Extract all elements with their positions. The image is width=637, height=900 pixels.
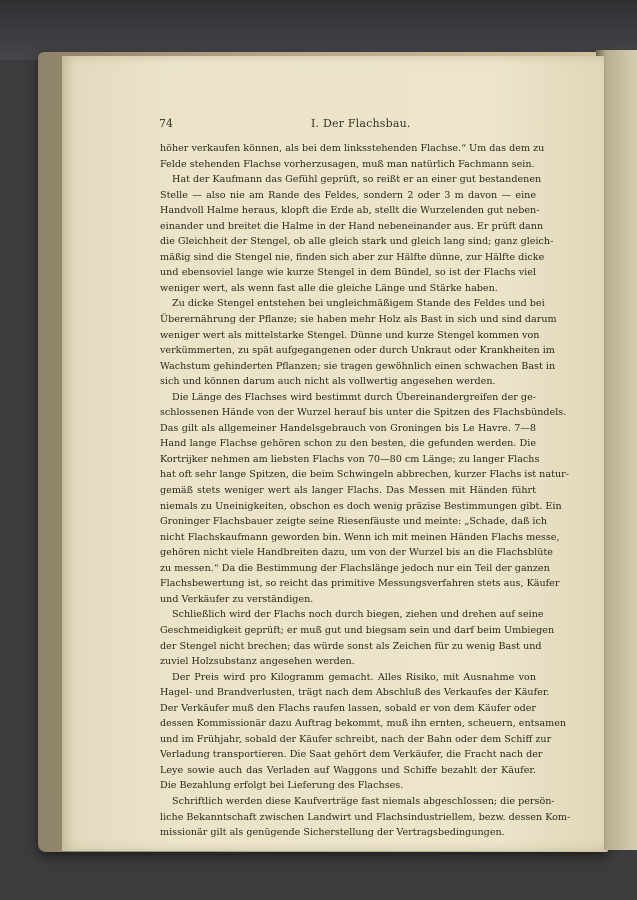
text-line: Schriftlich werden diese Kaufverträge fast niemals abgeschlossen; die persön- <box>172 795 555 807</box>
text-line: Geschmeidigkeit geprüft; er muß gut und biegsam sein und darf beim Umbiegen <box>160 624 555 636</box>
text-line: gehören nicht viele Handbreiten dazu, um von der Wurzel bis an die Flachsblüte <box>160 547 553 559</box>
page-edge-line <box>55 112 56 794</box>
text-line: weniger wert als mittelstarke Stengel. Dünne und kurze Stengel kommen von <box>160 329 540 341</box>
text-line: missionär gilt als genügende Sicherstellung der Vertragsbedingungen. <box>160 827 505 839</box>
text-line: der Stengel nicht brechen; das würde sonst als Zeichen für zu wenig Bast und <box>160 640 542 652</box>
text-line: verkümmerten, zu spät aufgegangenen oder durch Unkraut oder Krankheiten im <box>160 345 555 357</box>
text-line: höher verkaufen können, als bei dem linksstehenden Flachse.“ Um das dem zu <box>160 143 545 154</box>
running-head: I. Der Flachsbau. <box>311 117 411 130</box>
text-line: Der Preis wird pro Kilogramm gemacht. Alles Risiko, mit Ausnahme von <box>172 671 536 683</box>
text-line: Handvoll Halme heraus, klopft die Erde ab, stellt die Wurzelenden gut neben- <box>160 205 540 217</box>
text-line: Wachstum gehinderten Pflanzen; sie tragen gewöhnlich einen schwachen Bast in <box>160 360 556 372</box>
text-line: einander und breitet die Halme in der Hand nebeneinander aus. Er prüft dann <box>160 220 544 232</box>
text-line: Der Verkäufer muß den Flachs raufen lassen, sobald er von dem Käufer oder <box>160 702 536 714</box>
text-line: zu messen.“ Da die Bestimmung der Flachslänge jedoch nur ein Teil der ganzen <box>160 562 550 574</box>
text-line: Schließlich wird der Flachs noch durch biegen, ziehen und drehen auf seine <box>172 609 544 621</box>
backdrop <box>0 0 637 60</box>
text-line: gemäß stets weniger wert als langer Flachs. Das Messen mit Händen führt <box>160 485 536 497</box>
text-line: mäßig sind die Stengel nie, finden sich aber zur Hälfte dünne, zur Hälfte dicke <box>160 251 545 263</box>
text-line: Das gilt als allgemeiner Handelsgebrauch von Groningen bis Le Havre. 7—8 <box>160 422 536 434</box>
text-line: Hand lange Flachse gehören schon zu den besten, die gefunden werden. Die <box>160 438 536 450</box>
paragraph <box>160 607 555 669</box>
text-line: dessen Kommissionär dazu Auftrag bekommt, muß ihn ernten, scheuern, entsamen <box>160 718 567 730</box>
text-line: zuviel Holzsubstanz angesehen werden. <box>160 656 355 668</box>
text-line: Die Länge des Flachses wird bestimmt durch Übereinandergreifen der ge- <box>172 391 536 403</box>
text-line: Verladung transportieren. Die Saat gehört dem Verkäufer, die Fracht nach der <box>160 749 543 761</box>
text-line: Felde stehenden Flachse vorherzusagen, muß man natürlich Fachmann sein. <box>160 158 535 170</box>
page-header <box>159 117 534 135</box>
text-line: Hat der Kaufmann das Gefühl geprüft, so reißt er an einer gut bestandenen <box>172 174 542 186</box>
paragraph <box>160 794 571 841</box>
text-line: und Verkäufer zu verständigen. <box>160 593 314 605</box>
text-line: Stelle — also nie am Rande des Feldes, sondern 2 oder 3 m davon — eine <box>160 189 536 201</box>
paragraph <box>160 141 545 172</box>
text-line: sich und können darum auch nicht als vollwertig angesehen werden. <box>160 376 496 388</box>
text-line: die Gleichheit der Stengel, ob alle gleich stark und gleich lang sind; ganz gleich- <box>160 236 554 248</box>
text-line: Hagel- und Brandverlusten, trägt nach dem Abschluß des Verkaufes der Käufer. <box>160 687 550 699</box>
page-edge-line <box>44 112 45 794</box>
paragraph <box>160 172 554 296</box>
text-line: liche Bekanntschaft zwischen Landwirt und Flachsindustriellem, bezw. dessen Kom- <box>160 811 571 823</box>
page-edge-line <box>50 112 51 794</box>
paragraph <box>160 390 569 608</box>
text-line: und im Frühjahr, sobald der Käufer schreibt, nach der Bahn oder dem Schiff zur <box>160 733 552 745</box>
paragraph <box>160 670 567 794</box>
paragraph <box>160 296 557 389</box>
page-number: 74 <box>159 117 173 130</box>
text-line: Flachsbewertung ist, so reicht das primitive Messungsverfahren stets aus, Käufer <box>160 578 560 590</box>
text-line: hat oft sehr lange Spitzen, die beim Schwingeln abbrechen, kurzer Flachs ist natur- <box>160 469 569 481</box>
body-text <box>160 141 571 841</box>
text-line: weniger wert, als wenn fast alle die gleiche Länge und Stärke haben. <box>160 282 498 294</box>
text-line: niemals zu Uneinigkeiten, obschon es doch wenig präzise Bestimmungen gibt. Ein <box>160 500 562 512</box>
text-line: Überernährung der Pflanze; sie haben mehr Holz als Bast in sich und sind darum <box>160 314 557 326</box>
text-line: nicht Flachskaufmann geworden bin. Wenn ich mit meinen Händen Flachs messe, <box>160 531 560 543</box>
text-line: Die Bezahlung erfolgt bei Lieferung des Flachses. <box>160 780 404 792</box>
text-line: Kortrijker nehmen am liebsten Flachs von 70—80 cm Länge; zu langer Flachs <box>160 453 540 465</box>
text-line: Groninger Flachsbauer zeigte seine Riesenfäuste und meinte: „Schade, daß ich <box>160 516 548 528</box>
text-line: Zu dicke Stengel entstehen bei ungleichmäßigem Stande des Feldes und bei <box>172 298 545 310</box>
text-line: schlossenen Hände von der Wurzel herauf bis unter die Spitzen des Flachsbündels. <box>160 407 567 419</box>
text-line: Leye sowie auch das Verladen auf Waggons und Schiffe bezahlt der Käufer. <box>160 764 536 776</box>
text-line: und ebensoviel lange wie kurze Stengel in dem Bündel, so ist der Flachs viel <box>160 267 536 279</box>
